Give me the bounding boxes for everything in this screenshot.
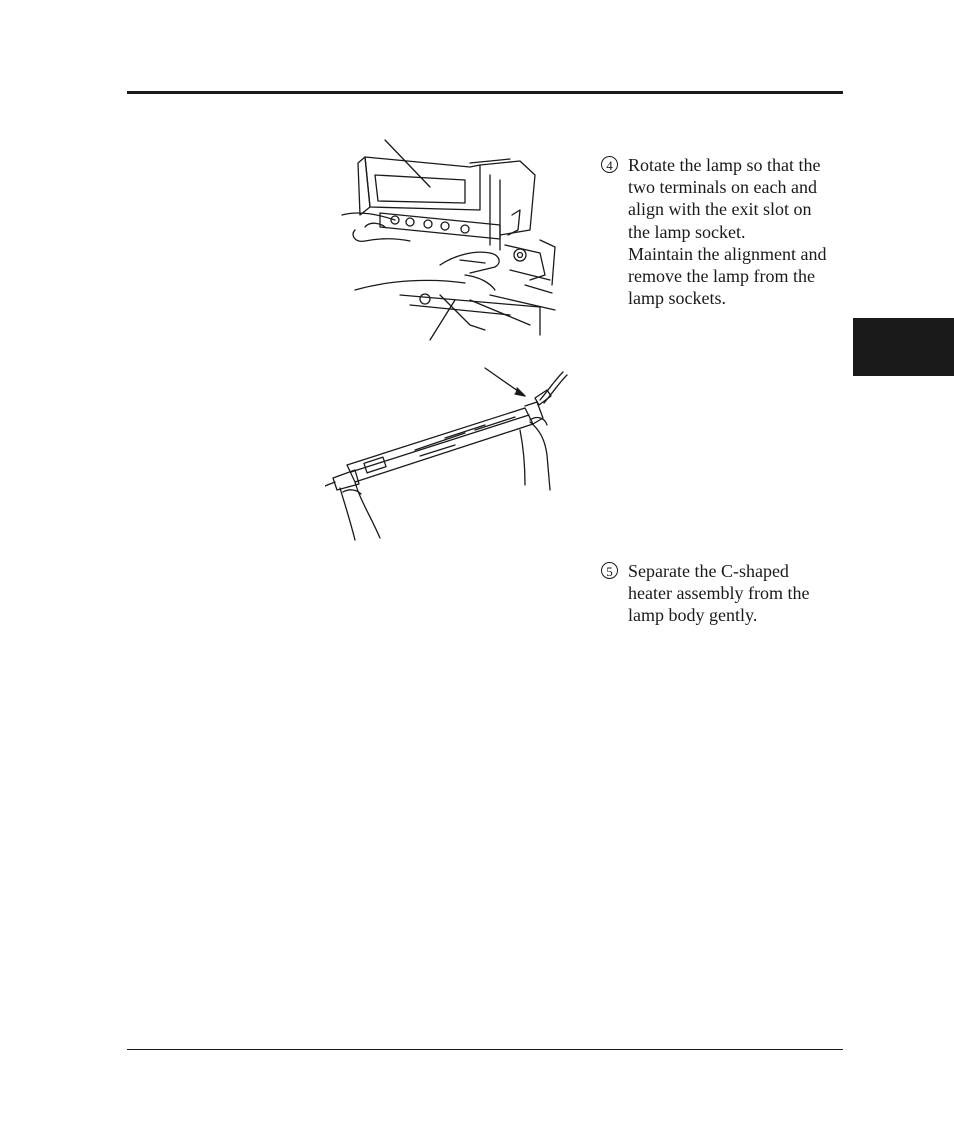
step-4: [601, 154, 851, 309]
footer-rule: [127, 1049, 843, 1050]
header-rule: [127, 91, 843, 94]
step-4-text: Rotate the lamp so that the two terminals on each and align with the exit slot on the lamp socket. Maintain the alignment and remove the lamp from the lamp sockets.: [628, 155, 827, 309]
step-5: [601, 560, 851, 627]
step-5-text: Separate the C-shaped heater assembly from the lamp body gently.: [628, 561, 810, 626]
section-tab-marker: [853, 318, 954, 376]
lamp-removal-illustration: [340, 135, 570, 345]
step-number-5: 5: [601, 562, 618, 579]
lamp-held-illustration: [325, 360, 570, 545]
step-number-4: 4: [601, 156, 618, 173]
